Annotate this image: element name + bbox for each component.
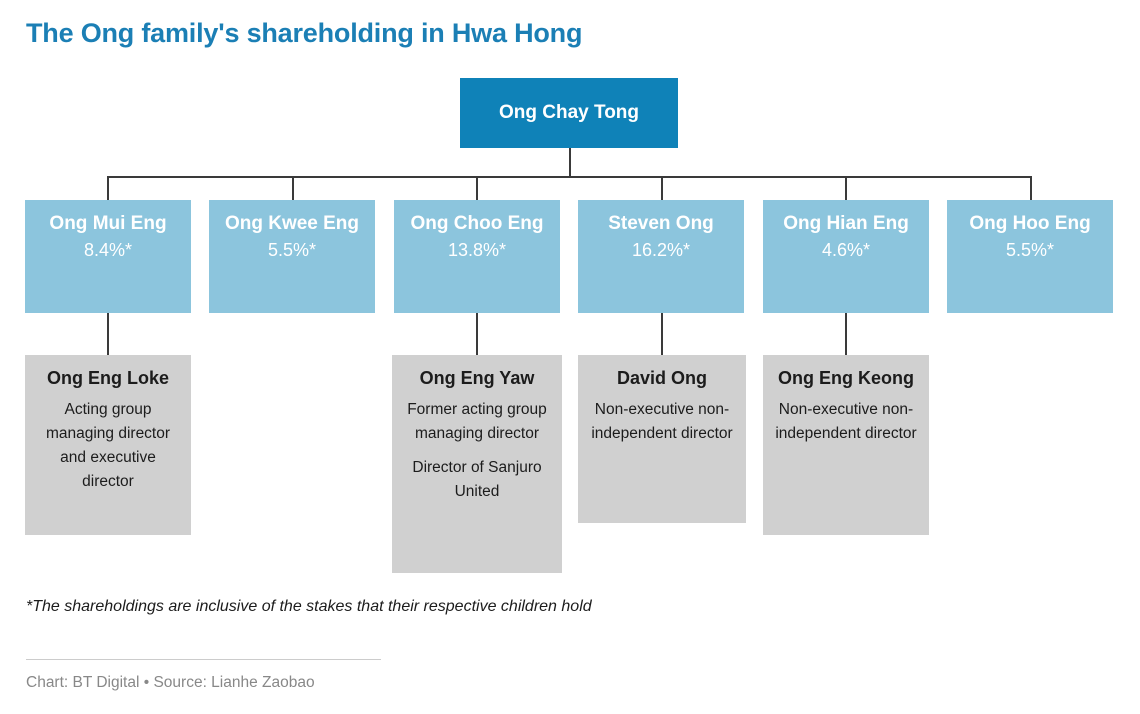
node-ong-kwee-eng[interactable] bbox=[209, 200, 375, 313]
node-name: Ong Hian Eng bbox=[783, 213, 909, 234]
node-name: Ong Eng Loke bbox=[46, 368, 169, 388]
node-stake: 5.5%* bbox=[267, 240, 317, 261]
node-role: Former acting group managing director bbox=[407, 400, 547, 442]
node-ong-eng-keong[interactable] bbox=[763, 355, 929, 535]
node-role: Acting group managing director and executive director bbox=[45, 400, 171, 490]
node-name: Ong Choo Eng bbox=[410, 213, 544, 234]
node-name: Ong Kwee Eng bbox=[224, 213, 360, 234]
connector-drop-5 bbox=[845, 176, 847, 200]
node-role-secondary: Director of Sanjuro United bbox=[412, 458, 542, 500]
node-stake: 13.8%* bbox=[447, 240, 507, 261]
org-chart bbox=[0, 70, 1140, 580]
node-ong-choo-eng[interactable] bbox=[394, 200, 560, 313]
node-david-ong[interactable] bbox=[578, 355, 746, 523]
page-title: The Ong family's shareholding in Hwa Hong bbox=[26, 18, 583, 48]
connector-drop-4 bbox=[661, 176, 663, 200]
connector-level2-bus bbox=[107, 176, 1032, 178]
connector-drop-6 bbox=[1030, 176, 1032, 200]
footnote: *The shareholdings are inclusive of the stakes that their respective children hold bbox=[26, 598, 592, 615]
node-name: Ong Mui Eng bbox=[49, 213, 167, 234]
node-role: Non-executive non-independent director bbox=[591, 400, 733, 442]
connector-stem-david-ong bbox=[661, 313, 663, 355]
divider bbox=[26, 659, 381, 660]
connector-drop-3 bbox=[476, 176, 478, 200]
node-name: David Ong bbox=[616, 368, 707, 388]
node-ong-eng-loke[interactable] bbox=[25, 355, 191, 535]
node-stake: 5.5%* bbox=[1005, 240, 1055, 261]
connector-drop-2 bbox=[292, 176, 294, 200]
node-root-label: Ong Chay Tong bbox=[498, 102, 640, 123]
node-steven-ong[interactable] bbox=[578, 200, 744, 313]
node-name: Steven Ong bbox=[608, 213, 714, 234]
connector-drop-1 bbox=[107, 176, 109, 200]
connector-stem-ong-eng-yaw bbox=[476, 313, 478, 355]
connector-stem-ong-eng-keong bbox=[845, 313, 847, 355]
node-stake: 16.2%* bbox=[631, 240, 691, 261]
connector-root-stem bbox=[569, 148, 571, 176]
chart-credit: Chart: BT Digital • Source: Lianhe Zaobao bbox=[26, 674, 315, 691]
node-name: Ong Eng Yaw bbox=[419, 368, 535, 388]
node-name: Ong Eng Keong bbox=[778, 368, 914, 388]
node-name: Ong Hoo Eng bbox=[969, 213, 1091, 234]
node-stake: 4.6%* bbox=[821, 240, 871, 261]
node-stake: 8.4%* bbox=[83, 240, 133, 261]
node-root-ong-chay-tong[interactable] bbox=[460, 78, 678, 148]
node-ong-mui-eng[interactable] bbox=[25, 200, 191, 313]
node-role: Non-executive non-independent director bbox=[775, 400, 917, 442]
node-ong-hoo-eng[interactable] bbox=[947, 200, 1113, 313]
node-ong-eng-yaw[interactable] bbox=[392, 355, 562, 573]
node-ong-hian-eng[interactable] bbox=[763, 200, 929, 313]
connector-stem-ong-eng-loke bbox=[107, 313, 109, 355]
